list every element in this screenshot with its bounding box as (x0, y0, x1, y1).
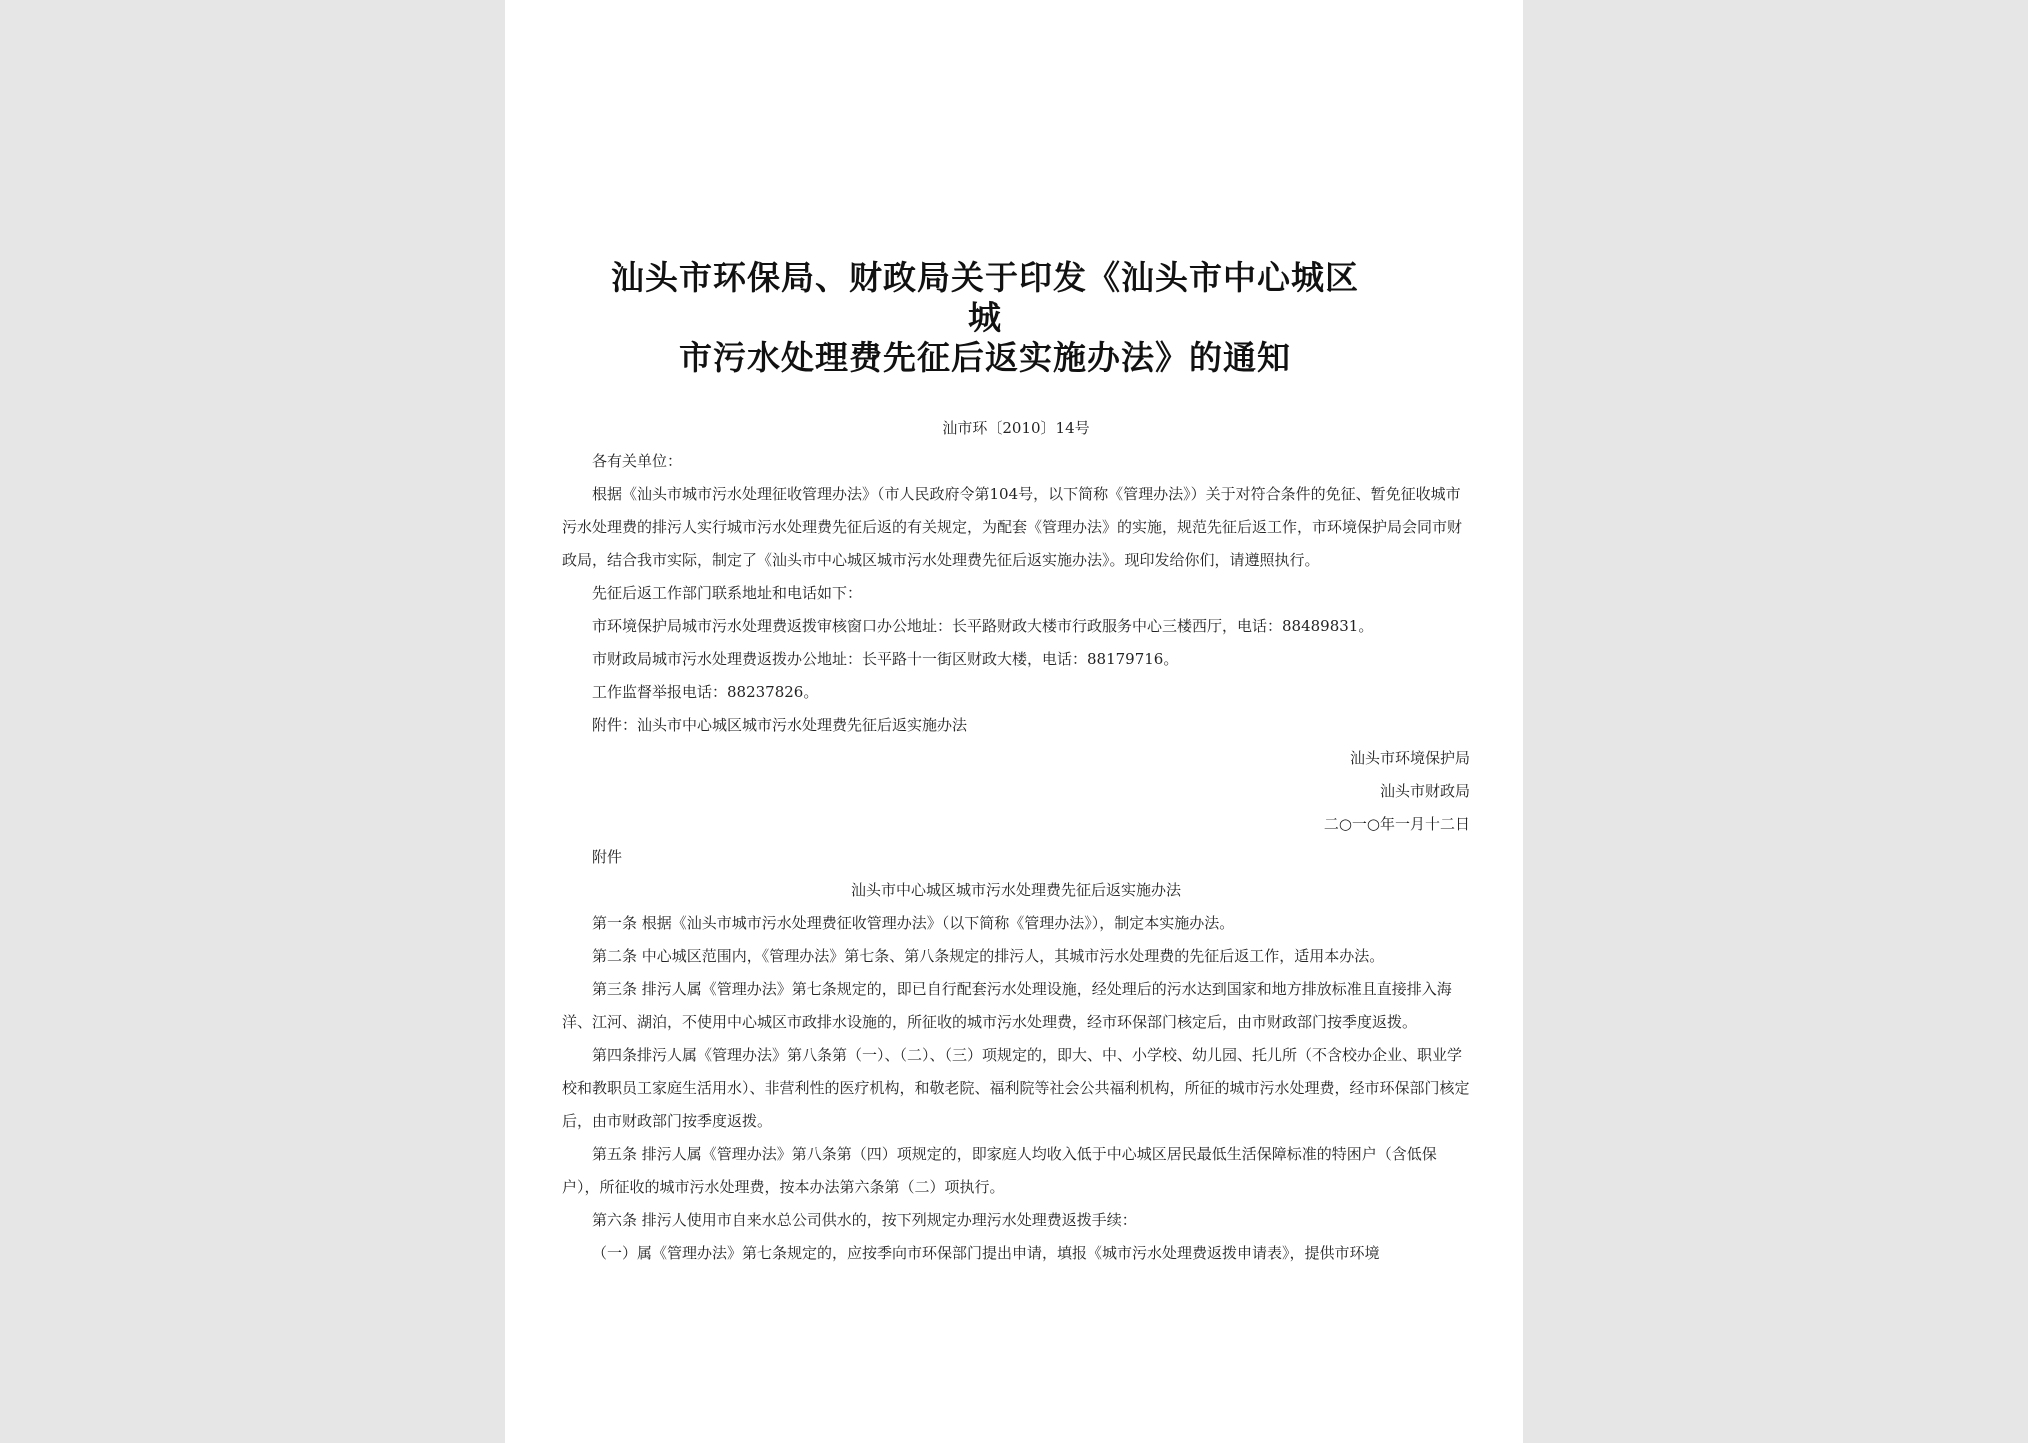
contact-intro: 先征后返工作部门联系地址和电话如下： (592, 584, 863, 602)
attachment-title: 汕头市中心城区城市污水处理费先征后返实施办法 (850, 881, 1181, 899)
signer-finance-bureau: 汕头市财政局 (1379, 782, 1470, 800)
document-body (562, 412, 1470, 1270)
document-title (600, 258, 1370, 378)
contact-supervision: 工作监督举报电话：88237826。 (592, 683, 819, 701)
article-2: 第二条 中心城区范围内，《管理办法》第七条、第八条规定的排污人，其城市污水处理费的先征后返工作，适用本办法。 (592, 947, 1385, 965)
contact-env-bureau: 市环境保护局城市污水处理费返拨审核窗口办公地址：长平路财政大楼市行政服务中心三楼西厅，电话：88489831。 (592, 617, 1374, 635)
article-5: 第五条 排污人属《管理办法》第八条第（四）项规定的，即家庭人均收入低于中心城区居民最低生活保障标准的特困户（含低保户），所征收的城市污水处理费，按本办法第六条第（二）项执行。 (562, 1145, 1437, 1196)
title-line-1: 汕头市环保局、财政局关于印发《汕头市中心城区城 (611, 258, 1359, 337)
article-4: 第四条排污人属《管理办法》第八条第（一）、（二）、（三）项规定的，即大、中、小学校、幼儿园、托儿所（不含校办企业、职业学校和教职员工家庭生活用水）、非营利性的医疗机构，和敬老院、福利院等社会公共福利机构，所征的城市污水处理费，经市环保部门核定后，由市财政部门按季度返拨。 (562, 1046, 1470, 1130)
article-6: 第六条 排污人使用市自来水总公司供水的，按下列规定办理污水处理费返拨手续： (592, 1211, 1137, 1229)
title-line-2: 市污水处理费先征后返实施办法》的通知 (679, 338, 1291, 377)
signer-env-bureau: 汕头市环境保护局 (1349, 749, 1470, 767)
attachment-reference: 附件：汕头市中心城区城市污水处理费先征后返实施办法 (592, 716, 968, 734)
article-3: 第三条 排污人属《管理办法》第七条规定的，即已自行配套污水处理设施，经处理后的污水达到国家和地方排放标准且直接排入海洋、江河、湖泊，不使用中心城区市政排水设施的，所征收的城市污水处理费，经市环保部门核定后，由市财政部门按季度返拨。 (562, 980, 1452, 1031)
attachment-label: 附件 (592, 848, 623, 866)
contact-finance-bureau: 市财政局城市污水处理费返拨办公地址：长平路十一街区财政大楼，电话：88179716。 (592, 650, 1179, 668)
document-page (505, 0, 1523, 1443)
issue-date: 二○一○年一月十二日 (1323, 815, 1470, 833)
salutation: 各有关单位： (592, 452, 683, 470)
paragraph-intro: 根据《汕头市城市污水处理征收管理办法》（市人民政府令第104号，以下简称《管理办法》）关于对符合条件的免征、暂免征收城市污水处理费的排污人实行城市污水处理费先征后返的有关规定，为配套《管理办法》的实施，规范先征后返工作，市环境保护局会同市财政局，结合我市实际，制定了《汕头市中心城区城市污水处理费先征后返实施办法》。现印发给你们，请遵照执行。 (562, 485, 1463, 569)
document-number: 汕市环〔2010〕14号 (942, 419, 1090, 437)
article-6-item-1: （一）属《管理办法》第七条规定的，应按季向市环保部门提出申请，填报《城市污水处理费返拨申请表》，提供市环境 (592, 1244, 1380, 1262)
article-1: 第一条 根据《汕头市城市污水处理费征收管理办法》（以下简称《管理办法》），制定本实施办法。 (592, 914, 1235, 932)
